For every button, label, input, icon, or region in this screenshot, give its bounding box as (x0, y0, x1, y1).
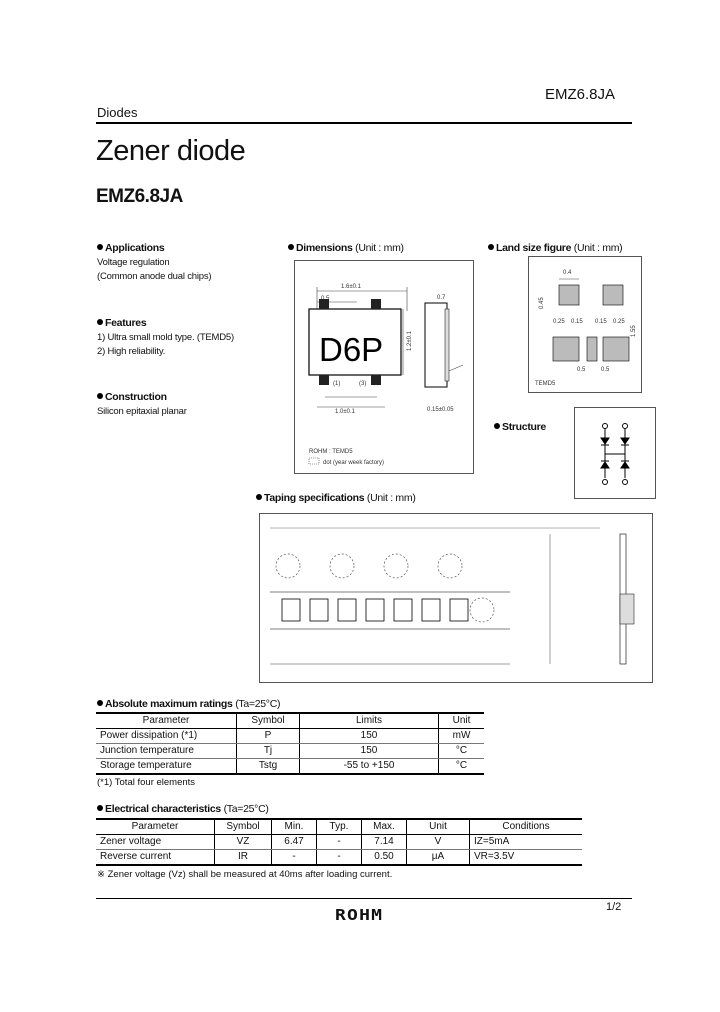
table-header-cell: Unit (439, 713, 485, 729)
electrical-table (96, 818, 582, 866)
land-dim: 1.55 (631, 325, 637, 337)
table-cell: -55 to +150 (300, 759, 439, 775)
table-row (96, 759, 484, 775)
table-cell: 7.14 (362, 835, 407, 850)
bullet-icon (494, 423, 500, 429)
features-line: 1) Ultra small mold type. (TEMD5) (97, 332, 234, 343)
table-cell: 150 (300, 729, 439, 744)
table-cell: - (317, 835, 362, 850)
header-rule (96, 122, 632, 124)
table-row (96, 744, 484, 759)
table-cell: Power dissipation (*1) (96, 729, 237, 744)
land-dim: 0.5 (601, 367, 610, 373)
applications-line: Voltage regulation (97, 257, 170, 268)
applications-text (97, 256, 211, 284)
features-text (97, 331, 234, 359)
taping-heading: Taping specifications (Unit : mm) (256, 492, 416, 504)
dimensions-legend-rohm: ROHM : TEMD5 (309, 449, 353, 455)
table-cell: μA (407, 850, 470, 866)
table-cell: mW (439, 729, 485, 744)
bullet-icon (97, 805, 103, 811)
bullet-icon (97, 700, 103, 706)
structure-figure (574, 407, 656, 499)
land-dim: 0.15 (595, 319, 607, 325)
table-cell: VR=3.5V (470, 850, 583, 866)
bullet-icon (288, 244, 294, 250)
abs-max-note: (*1) Total four elements (97, 777, 196, 788)
dim-bottom: 1.0±0.1 (335, 409, 355, 415)
land-dim: 0.25 (613, 319, 625, 325)
table-cell: Tstg (237, 759, 300, 775)
rohm-logo: ROHM (335, 906, 384, 924)
abs-max-heading: Absolute maximum ratings (Ta=25°C) (97, 698, 280, 710)
dim-width: 1.6±0.1 (341, 284, 361, 290)
table-header-cell: Parameter (96, 713, 237, 729)
land-dim: 0.45 (539, 297, 545, 309)
table-cell: Junction temperature (96, 744, 237, 759)
land-package: TEMD5 (535, 381, 556, 387)
pin-label: (1) (333, 381, 341, 387)
table-cell: V (407, 835, 470, 850)
table-header-cell: Parameter (96, 819, 215, 835)
table-cell: - (272, 850, 317, 866)
table-cell: 150 (300, 744, 439, 759)
structure-heading: Structure (494, 421, 546, 433)
table-header-cell: Typ. (317, 819, 362, 835)
header-part-number: EMZ6.8JA (545, 86, 616, 103)
construction-text (97, 405, 187, 419)
table-header-cell: Max. (362, 819, 407, 835)
land-dim: 0.15 (571, 319, 583, 325)
table-row (96, 835, 582, 850)
abs-max-table (96, 712, 484, 775)
dimensions-legend-dot: dot (year week factory) (323, 460, 385, 466)
bullet-icon (97, 244, 103, 250)
land-size-figure (528, 256, 642, 393)
table-cell: IR (215, 850, 272, 866)
dimensions-heading: Dimensions (Unit : mm) (288, 242, 404, 254)
header-category: Diodes (97, 105, 138, 120)
table-cell: Reverse current (96, 850, 215, 866)
table-header-cell: Min. (272, 819, 317, 835)
dim-lead: 0.15±0.05 (427, 407, 454, 413)
applications-heading: Applications (97, 242, 164, 254)
taping-figure (259, 513, 653, 683)
table-cell: Tj (237, 744, 300, 759)
table-header-cell: Limits (300, 713, 439, 729)
table-cell: VZ (215, 835, 272, 850)
table-row (96, 729, 484, 744)
table-cell: - (317, 850, 362, 866)
bullet-icon (256, 494, 262, 500)
bullet-icon (97, 393, 103, 399)
dim-height: 1.2±0.1 (407, 331, 413, 351)
footer-rule (96, 898, 632, 899)
table-cell: Storage temperature (96, 759, 237, 775)
table-header-row (96, 819, 582, 835)
pin-label: (3) (359, 381, 367, 387)
table-row (96, 850, 582, 866)
construction-heading: Construction (97, 391, 167, 403)
land-dim: 0.5 (577, 367, 586, 373)
package-marking: D6P (319, 331, 384, 368)
table-header-cell: Symbol (215, 819, 272, 835)
table-cell: P (237, 729, 300, 744)
electrical-heading: Electrical characteristics (Ta=25°C) (97, 803, 269, 815)
land-dim: 0.4 (563, 270, 572, 276)
electrical-note: ※ Zener voltage (Vz) shall be measured at 40ms after loading current. (97, 869, 393, 880)
bullet-icon (488, 244, 494, 250)
land-size-heading: Land size figure (Unit : mm) (488, 242, 622, 254)
dim-thickness: 0.7 (437, 295, 446, 301)
land-dim: 0.25 (553, 319, 565, 325)
bullet-icon (97, 319, 103, 325)
table-cell: IZ=5mA (470, 835, 583, 850)
table-header-cell: Symbol (237, 713, 300, 729)
table-cell: 6.47 (272, 835, 317, 850)
construction-line: Silicon epitaxial planar (97, 406, 187, 417)
page-title: Zener diode (96, 135, 246, 167)
table-cell: °C (439, 759, 485, 775)
page-number: 1/2 (606, 901, 622, 913)
applications-line: (Common anode dual chips) (97, 271, 212, 282)
features-heading: Features (97, 317, 146, 329)
table-cell: 0.50 (362, 850, 407, 866)
dimensions-figure (294, 260, 474, 474)
table-cell: °C (439, 744, 485, 759)
table-cell: Zener voltage (96, 835, 215, 850)
table-header-cell: Unit (407, 819, 470, 835)
table-header-row (96, 713, 484, 729)
part-title: EMZ6.8JA (96, 186, 183, 207)
table-header-cell: Conditions (470, 819, 583, 835)
features-line: 2) High reliability. (97, 346, 166, 357)
